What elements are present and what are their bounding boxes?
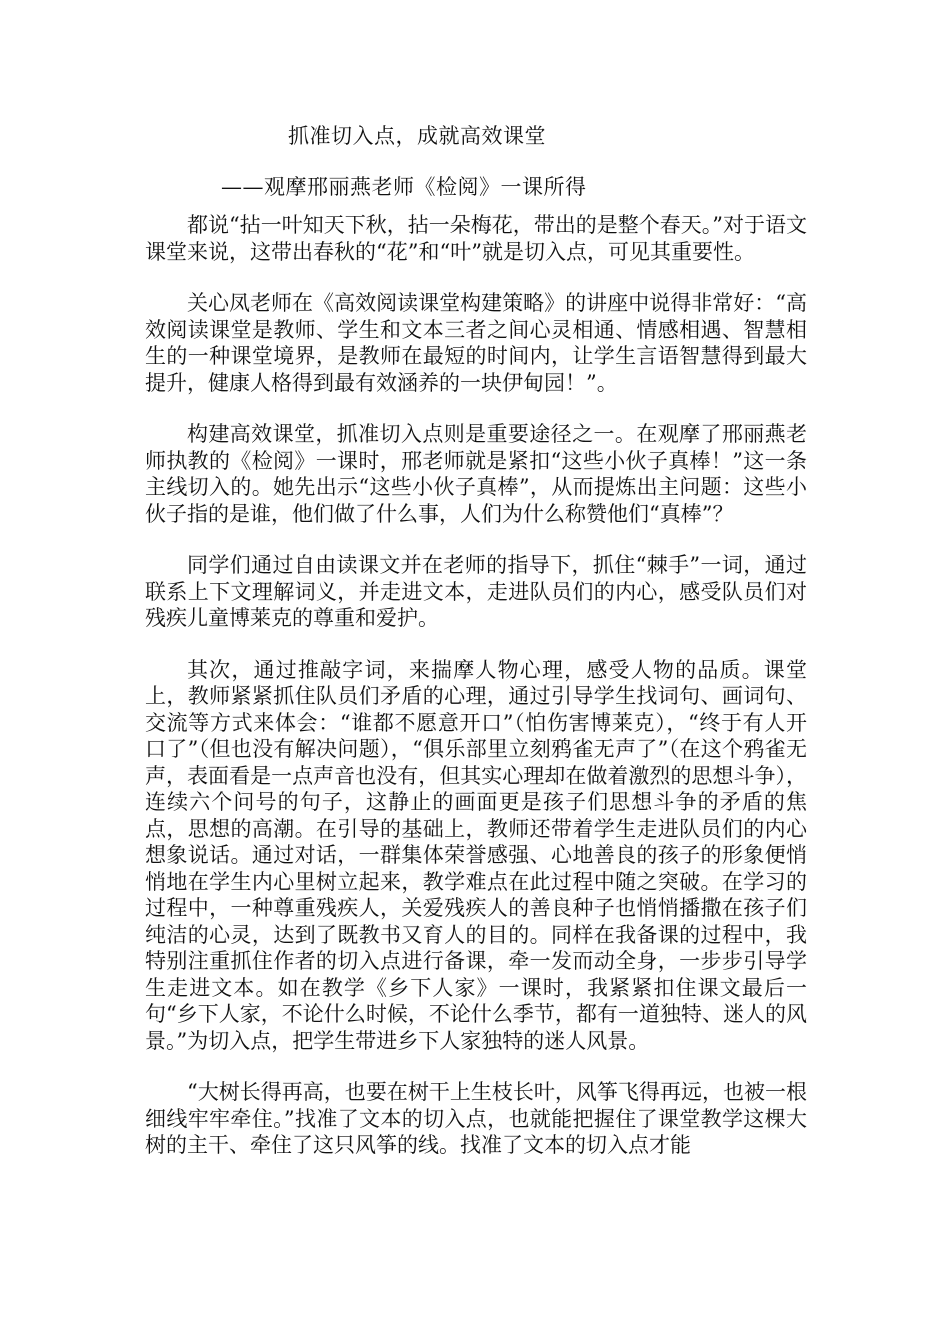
paragraph-reading: 同学们通过自由读课文并在老师的指导下，抓住“棘手”一词，通过联系上下文理解词义，并走进文本，走进队员们的内心，感受队员们对残疾儿童博莱克的尊重和爱护。 [145, 553, 807, 630]
document-title: 抓准切入点，成就高效课堂 [288, 124, 546, 148]
paragraph-intro: 都说“拈一叶知天下秋，拈一朵梅花，带出的是整个春天。”对于语文课堂来说，这带出春秋的“花”和“叶”就是切入点，可见其重要性。 [145, 213, 807, 264]
document-body [145, 212, 807, 1159]
paragraph-analysis: 其次，通过推敲字词，来揣摩人物心理，感受人物的品质。课堂上，教师紧紧抓住队员们矛盾的心理，通过引导学生找词句、画词句、交流等方式来体会：“谁都不愿意开口”（怕伤害博莱克），“终于有人开口了”（但也没有解决问题），“俱乐部里立刻鸦雀无声了”（在这个鸦雀无声，表面看是一点声音也没有，但其实心理却在做着激烈的思想斗争），连续六个问号的句子，这静止的画面更是孩子们思想斗争的矛盾的焦点，思想的高潮。在引导的基础上，教师还带着学生走进队员们的内心想象说话。通过对话，一群集体荣誉感强、心地善良的孩子的形象便悄悄地在学生内心里树立起来，教学难点在此过程中随之突破。在学习的过程中，一种尊重残疾人，关爱残疾人的善良种子也悄悄播撒在孩子们纯洁的心灵，达到了既教书又育人的目的。同样在我备课的过程中，我特别注重抓住作者的切入点进行备课，牵一发而动全身，一步步引导学生走进文本。如在教学《乡下人家》一课时，我紧紧扣住课文最后一句“乡下人家，不论什么时候，不论什么季节，都有一道独特、迷人的风景。”为切入点，把学生带进乡下人家独特的迷人风景。 [145, 657, 807, 1053]
document-subtitle: ——观摩邢丽燕老师《检阅》一课所得 [221, 175, 587, 199]
paragraph-conclusion: “大树长得再高，也要在树干上生枝长叶，风筝飞得再远，也被一根细线牢牢牵住。”找准了文本的切入点，也就能把握住了课堂教学这棵大树的主干、牵住了这只风筝的线。找准了文本的切入点才能 [145, 1080, 807, 1157]
paragraph-entry-point: 构建高效课堂，抓准切入点则是重要途径之一。在观摩了邢丽燕老师执教的《检阅》一课时，邢老师就是紧扣“这些小伙子真棒！”这一条主线切入的。她先出示“这些小伙子真棒”，从而提炼出主问题：这些小伙子指的是谁，他们做了什么事，人们为什么称赞他们“真棒”？ [145, 422, 807, 526]
paragraph-quote: 关心凤老师在《高效阅读课堂构建策略》的讲座中说得非常好：“高效阅读课堂是教师、学生和文本三者之间心灵相通、情感相遇、智慧相生的一种课堂境界，是教师在最短的时间内，让学生言语智慧得到最大提升，健康人格得到最有效涵养的一块伊甸园！”。 [145, 291, 807, 395]
